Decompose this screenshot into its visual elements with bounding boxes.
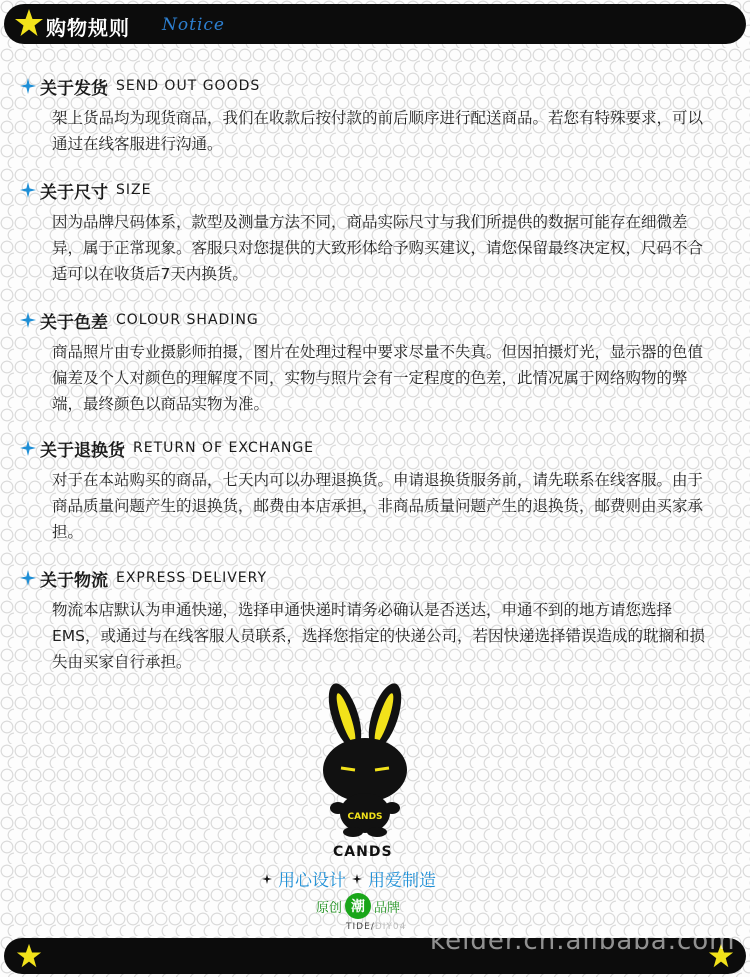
star-bullet-icon (20, 570, 36, 586)
section-title-cn: 关于物流 (40, 570, 108, 591)
section-title-en: SIZE (116, 182, 152, 198)
section-body: 商品照片由专业摄影师拍摄，图片在处理过程中要求尽量不失真。但因拍摄灯光，显示器的色值偏差及个人对颜色的理解度不同，实物与照片会有一定程度的色差，此情况属于网络购物的弊端，最终颜色以商品实物为准。 (52, 343, 704, 413)
section-body: 架上货品均为现货商品，我们在收款后按付款的前后顺序进行配送商品。若您有特殊要求，可以通过在线客服进行沟通。 (52, 109, 704, 153)
section-title-cn: 关于退换货 (40, 440, 125, 461)
section-title-cn: 关于尺寸 (40, 182, 108, 203)
tide-b: DIY04 (374, 922, 407, 932)
section-body: 物流本店默认为申通快递，选择申通快递时请务必确认是否送达，申通不到的地方请您选择EMS，或通过与在线客服人员联系，选择您指定的快递公司，若因快递选择错误造成的耽搁和损失由买家自行承担。 (52, 601, 706, 671)
origin-badge (316, 893, 400, 919)
star-bullet-icon (20, 312, 36, 328)
section-title-cn: 关于发货 (40, 78, 108, 99)
section-return-exchange (20, 435, 710, 545)
section-body: 因为品牌尺码体系，款型及测量方法不同，商品实际尺寸与我们所提供的数据可能存在细微差异，属于正常现象。客服只对您提供的大致形体给予购买建议，请您保留最终决定权，尺码不合适可以在收货后7天内换货。 (52, 213, 704, 283)
star-bullet-icon (20, 182, 36, 198)
origin-right: 品牌 (374, 900, 401, 916)
star-bullet-icon (352, 874, 362, 884)
section-colour-shading (20, 307, 710, 417)
slogan-2: 用爱制造 (368, 871, 436, 891)
section-express-delivery (20, 565, 710, 675)
header-bar (4, 4, 746, 44)
slogan-1: 用心设计 (278, 871, 346, 891)
star-bullet-icon (20, 78, 36, 94)
origin-mid: 潮 (345, 893, 371, 919)
brand-name: CANDS (333, 844, 393, 860)
section-title-en: COLOUR SHADING (116, 312, 259, 328)
tide-label (346, 922, 406, 932)
rabbit-mascot-icon (305, 678, 425, 838)
mascot-label: CANDS (347, 812, 383, 822)
star-icon (16, 943, 42, 969)
section-title-en: SEND OUT GOODS (116, 78, 261, 94)
section-size (20, 177, 710, 287)
header-title: 购物规则 (46, 16, 130, 40)
star-bullet-icon (262, 874, 272, 884)
tide-a: TIDE/ (346, 922, 375, 932)
section-send-out-goods (20, 73, 710, 157)
section-title-en: EXPRESS DELIVERY (116, 570, 268, 586)
section-body: 对于在本站购买的商品，七天内可以办理退换货。申请退换货服务前，请先联系在线客服。由于商品质量问题产生的退换货，邮费由本店承担，非商品质量问题产生的退换货，邮费则由买家承担。 (52, 471, 704, 541)
section-title-en: RETURN OF EXCHANGE (133, 440, 315, 456)
header-subtitle: Notice (162, 15, 225, 35)
brand-slogan (262, 866, 436, 891)
origin-left: 原创 (316, 900, 343, 916)
section-title-cn: 关于色差 (40, 312, 108, 333)
star-icon (14, 8, 44, 38)
watermark-text: kelder.cn.alibaba.com (430, 926, 736, 956)
star-bullet-icon (20, 440, 36, 456)
